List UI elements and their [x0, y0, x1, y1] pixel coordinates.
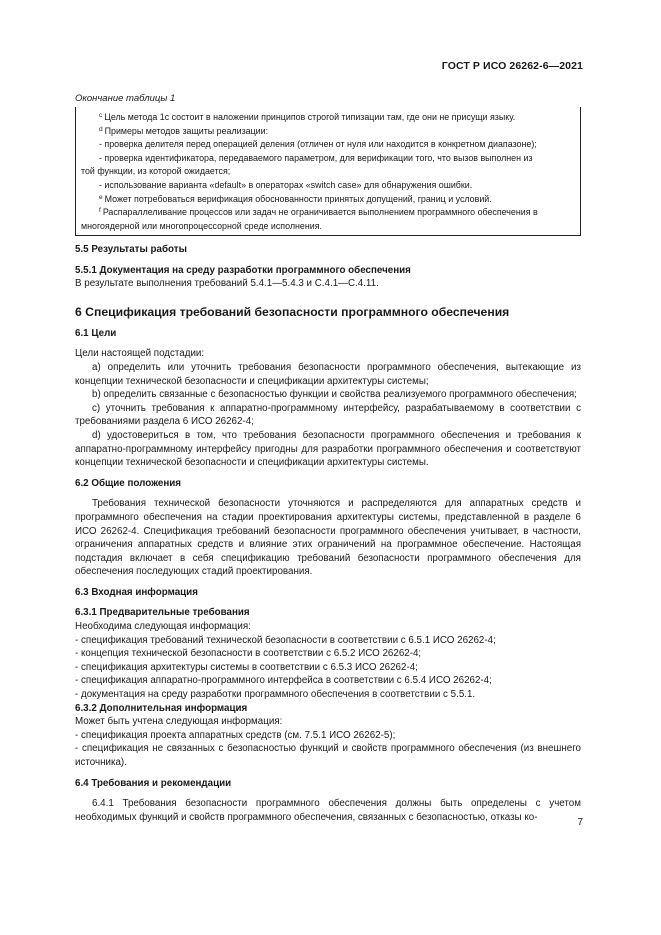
heading-6-2: 6.2 Общие положения — [75, 477, 182, 489]
heading-6-4: 6.4 Требования и рекомендации — [75, 777, 232, 789]
table-note-d-item-2-cont: той функции, из которой ожидается; — [81, 166, 231, 177]
document-header-id: ГОСТ Р ИСО 26262-6—2021 — [441, 60, 583, 72]
list-item-6-3-1-1: - спецификация требований технической безопасности в соответствии с 6.5.1 ИСО 26262-4; — [75, 634, 496, 646]
table-note-d-item-1: - проверка делителя перед операцией деления (отличен от нуля или находится в конкретном диапазоне); — [99, 139, 537, 150]
paragraph-6-1-intro: Цели настоящей подстадии: — [75, 348, 205, 360]
paragraph-6-1-c: c) уточнить требования к аппаратно-программному интерфейсу, разрабатываемому в соответствии с требованиями раздела 6 ИСО 26262-4; — [75, 402, 582, 428]
paragraph-6-1-a: a) определить или уточнить требования безопасности программного обеспечения, вытекающие из концепции технической безопасности и спецификации архитектуры системы; — [75, 361, 581, 387]
list-item-6-3-1-4: - спецификация аппаратно-программного интерфейса в соответствии с 6.5.4 ИСО 26262-4; — [75, 675, 492, 687]
heading-6-3-1: 6.3.1 Предварительные требования — [75, 607, 250, 619]
heading-6-1: 6.1 Цели — [75, 327, 117, 339]
heading-6: 6 Спецификация требований безопасности программного обеспечения — [75, 304, 510, 319]
list-item-6-3-1-3: - спецификация архитектуры системы в соответствии с 6.5.3 ИСО 26262-4; — [75, 661, 418, 673]
list-item-6-3-2-2: - спецификация не связанных с безопасностью функций и свойств программного обеспечения (из внешнего источника). — [75, 743, 581, 768]
paragraph-6-3-1-intro: Необходима следующая информация: — [75, 621, 251, 633]
table-note-d-item-3: - использование варианта «default» в операторах «switch case» для обнаружения ошибки. — [99, 179, 473, 190]
document-body — [75, 243, 581, 824]
table-footnotes-box — [75, 107, 581, 236]
heading-6-3: 6.3 Входная информация — [75, 586, 198, 598]
list-item-6-3-1-2: - концепция технической безопасности в соответствии с 6.5.2 ИСО 26262-4; — [75, 648, 422, 660]
list-item-6-3-1-5: - документация на среду разработки программного обеспечения в соответствии с 5.5.1. — [75, 689, 476, 701]
list-item-6-3-2-1: - спецификация проекта аппаратных средств (см. 7.5.1 ИСО 26262-5); — [75, 729, 396, 741]
paragraph-6-3-2-intro: Может быть учтена следующая информация: — [75, 716, 283, 728]
heading-5-5: 5.5 Результаты работы — [75, 244, 187, 255]
table-note-d: $^d$ Примеры методов защиты реализации: — [99, 125, 269, 136]
paragraph-5-5-1: В результате выполнения требований 5.4.1—5.4.3 и С.4.1—С.4.11. — [75, 278, 379, 290]
heading-5-5-1: 5.5.1 Документация на среду разработки программного обеспечения — [75, 264, 411, 276]
table-note-c: $^c$ Цель метода 1с состоит в наложении принципов строгой типизации там, где они не присущи языку. — [99, 112, 516, 122]
page-number: 7 — [577, 817, 583, 828]
table-continuation-caption: Окончание таблицы 1 — [75, 93, 176, 104]
table-note-d-item-2: - проверка идентификатора, передаваемого параметром, для верификации того, что вызов выполнен из — [99, 152, 533, 163]
paragraph-6-2: Требования технической безопасности уточняются и распределяются для аппаратных средств и программного обеспечения на стадии проектирования архитектуры системы, представленной в разделе 6 ИСО 26262-4. Спецификация требований безопасности программного обеспечения учитывает, в частности, ограничения аппаратных средств и влияние этих ограничений на программное обеспечение. Настоящая подстадия включает в себя спецификацию требований безопасности программного обеспечения для обеспечения последующих стадий проектирования. — [75, 498, 581, 578]
table-note-f-cont: многоядерной или многопроцессорной среде исполнения. — [81, 220, 322, 231]
paragraph-6-1-b: b) определить связанные с безопасностью функции и свойства реализуемого программного обеспечения; — [92, 389, 577, 401]
paragraph-6-4-1: 6.4.1 Требования безопасности программного обеспечения должны быть определены с учетом необходимых функций и свойств программного обеспечения, связанных с безопасностью, отказы ко- — [75, 798, 581, 823]
table-note-f: $^f$ Распараллеливание процессов или задач не ограничивается выполнением программного обеспечения в — [99, 207, 538, 218]
paragraph-6-1-d: d) удостовериться в том, что требования безопасности программного обеспечения и требования к аппаратно-программному интерфейсу пригодны для разработки программного обеспечения и соответствуют концепции технической безопасности и спецификации архитектуры системы. — [75, 429, 581, 469]
heading-6-3-2: 6.3.2 Дополнительная информация — [75, 702, 248, 714]
table-note-e: $^e$ Может потребоваться верификация обоснованности принятых допущений, границ и условий. — [99, 193, 492, 204]
